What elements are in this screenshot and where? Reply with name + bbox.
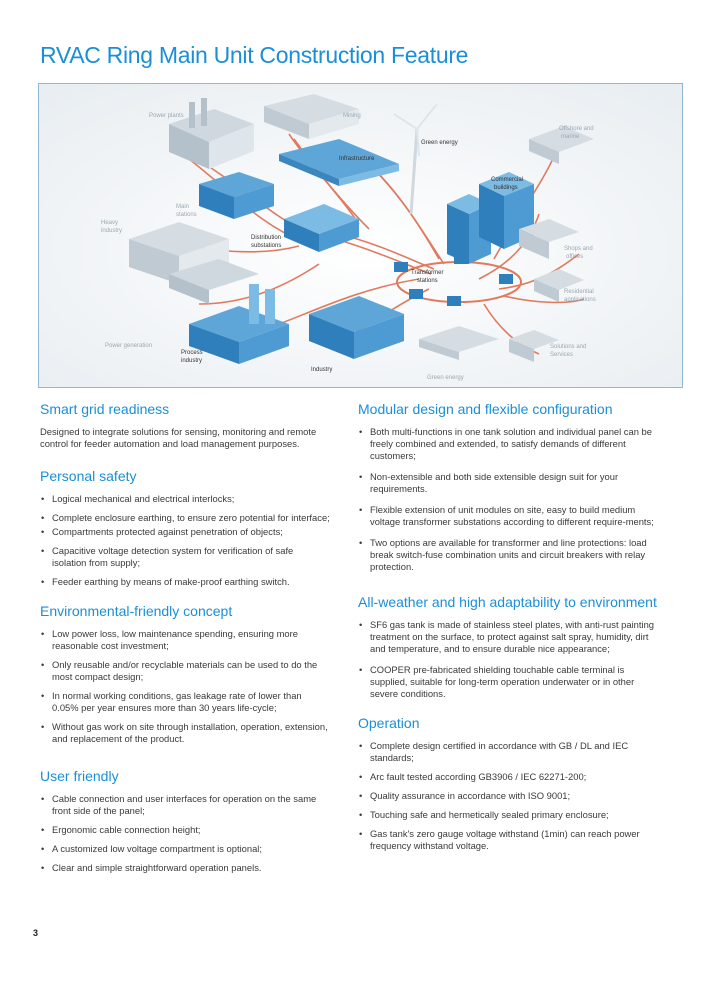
list-item: • Compartments protected against penetration of objects; bbox=[40, 526, 330, 538]
label-green-energy-bottom: Green energy bbox=[427, 375, 464, 381]
list-item: • Quality assurance in accordance with ISO 9001; bbox=[358, 790, 664, 802]
list-item: • Only reusable and/or recyclable materials can be used to do the most compact design; bbox=[40, 659, 330, 683]
label-commercial-1: Commercial bbox=[491, 177, 524, 183]
label-green-energy-top: Green energy bbox=[421, 140, 458, 146]
list-item: • Both multi-functions in one tank solution and individual panel can be freely combined and extended, to satisfy demands of different customers; bbox=[358, 426, 664, 462]
list-item: • Without gas work on site through installation, operation, extension, and replacement of the product. bbox=[40, 721, 330, 745]
list-item: • Non-extensible and both side extensible design suit for your requirements. bbox=[358, 471, 664, 495]
list-item: • Complete design certified in accordance with GB / DL and IEC standards; bbox=[358, 740, 664, 764]
list-item: • COOPER pre-fabricated shielding touchable cable terminal is supplied, suitable for long-term operation underwater or in other severe conditions. bbox=[358, 664, 664, 700]
operation-section bbox=[358, 714, 664, 852]
operation-list bbox=[358, 740, 664, 852]
all-weather-section bbox=[358, 593, 664, 700]
label-distribution-2: substations bbox=[251, 243, 282, 249]
label-solutions-2: Services bbox=[550, 352, 574, 358]
label-heavy-2: industry bbox=[101, 228, 123, 234]
label-main-2: stations bbox=[176, 212, 197, 218]
personal-safety-heading: Personal safety bbox=[40, 468, 137, 484]
label-transformer-1: Transformer bbox=[411, 270, 444, 276]
label-shops-1: Shops and bbox=[564, 246, 593, 252]
label-residential-2: applications bbox=[564, 297, 596, 303]
list-item: • Touching safe and hermetically sealed primary enclosure; bbox=[358, 809, 664, 821]
label-residential-1: Residential bbox=[564, 289, 594, 295]
label-infrastructure: Infrastructure bbox=[339, 156, 375, 162]
label-process-1: Process bbox=[181, 350, 203, 356]
environmental-heading: Environmental-friendly concept bbox=[40, 603, 233, 619]
environmental-list bbox=[40, 628, 330, 745]
label-commercial-2: buildings bbox=[494, 185, 518, 191]
label-main-1: Main bbox=[176, 204, 190, 210]
label-shops-2: offices bbox=[566, 254, 584, 260]
grid-illustration bbox=[38, 83, 683, 388]
label-transformer-2: stations bbox=[417, 278, 438, 284]
label-offshore-1: Offshore and bbox=[559, 126, 594, 132]
list-item: • Gas tank's zero gauge voltage withstand (1min) can reach power frequency withstand voltage. bbox=[358, 828, 664, 852]
list-item: • Logical mechanical and electrical interlocks; bbox=[40, 493, 330, 505]
label-power-generation: Power generation bbox=[105, 343, 153, 349]
modular-heading: Modular design and flexible configuration bbox=[358, 401, 613, 417]
modular-list bbox=[358, 426, 664, 573]
personal-safety-list bbox=[40, 493, 330, 588]
list-item: • Feeder earthing by means of make-proof earthing switch. bbox=[40, 576, 330, 588]
operation-heading: Operation bbox=[358, 715, 420, 731]
list-item: • Ergonomic cable connection height; bbox=[40, 824, 330, 836]
label-offshore-2: marine bbox=[561, 134, 580, 140]
environmental-section bbox=[40, 602, 330, 745]
all-weather-heading: All-weather and high adaptability to environment bbox=[358, 594, 657, 610]
label-heavy-1: Heavy bbox=[101, 220, 119, 226]
user-friendly-section bbox=[40, 767, 330, 874]
list-item: • Two options are available for transformer and line protections: load break switch-fuse combination units and circuit breakers with relay protection. bbox=[358, 537, 664, 573]
label-industry: Industry bbox=[311, 367, 333, 373]
list-item: • Flexible extension of unit modules on site, easy to build medium voltage transformer substations according to different require-ments; bbox=[358, 504, 664, 528]
list-item: • Complete enclosure earthing, to ensure zero potential for interface; bbox=[40, 512, 330, 524]
user-friendly-list bbox=[40, 793, 330, 874]
smart-grid-heading: Smart grid readiness bbox=[40, 401, 170, 417]
list-item: • Cable connection and user interfaces for operation on the same front side of the panel; bbox=[40, 793, 330, 817]
all-weather-list bbox=[358, 619, 664, 700]
label-power-plants: Power plants bbox=[149, 113, 184, 119]
list-item: • SF6 gas tank is made of stainless steel plates, with anti-rust painting treatment on the surface, to protect against salt spray, humidity, dirt and temperature, and to ensure durable nice appearance; bbox=[358, 619, 664, 655]
list-item: • Arc fault tested according GB3906 / IEC 62271-200; bbox=[358, 771, 664, 783]
list-item: • Low power loss, low maintenance spending, ensuring more reasonable cost investment; bbox=[40, 628, 330, 652]
smart-grid-text: Designed to integrate solutions for sensing, monitoring and remote control for feeder automation and load management purposes. bbox=[40, 426, 317, 449]
label-distribution-1: Distribution bbox=[251, 235, 282, 241]
smart-grid-section bbox=[40, 400, 330, 450]
modular-section bbox=[358, 400, 664, 573]
right-column bbox=[358, 400, 664, 866]
page-number: 3 bbox=[33, 928, 39, 938]
personal-safety-section bbox=[40, 467, 330, 588]
list-item: • In normal working conditions, gas leakage rate of lower than 0.05% per year ensures more than 30 years life-cycle; bbox=[40, 690, 330, 714]
label-mining: Mining bbox=[343, 113, 361, 119]
list-item: • Clear and simple straightforward operation panels. bbox=[40, 862, 330, 874]
list-item: • A customized low voltage compartment is optional; bbox=[40, 843, 330, 855]
list-item: • Capacitive voltage detection system for verification of safe isolation from supply; bbox=[40, 545, 330, 569]
user-friendly-heading: User friendly bbox=[40, 768, 119, 784]
page-title: RVAC Ring Main Unit Construction Feature bbox=[40, 42, 469, 68]
left-column bbox=[40, 400, 330, 888]
label-process-2: industry bbox=[181, 358, 203, 364]
label-solutions-1: Solutions and bbox=[550, 344, 587, 350]
grid-illustration-svg bbox=[39, 84, 682, 387]
